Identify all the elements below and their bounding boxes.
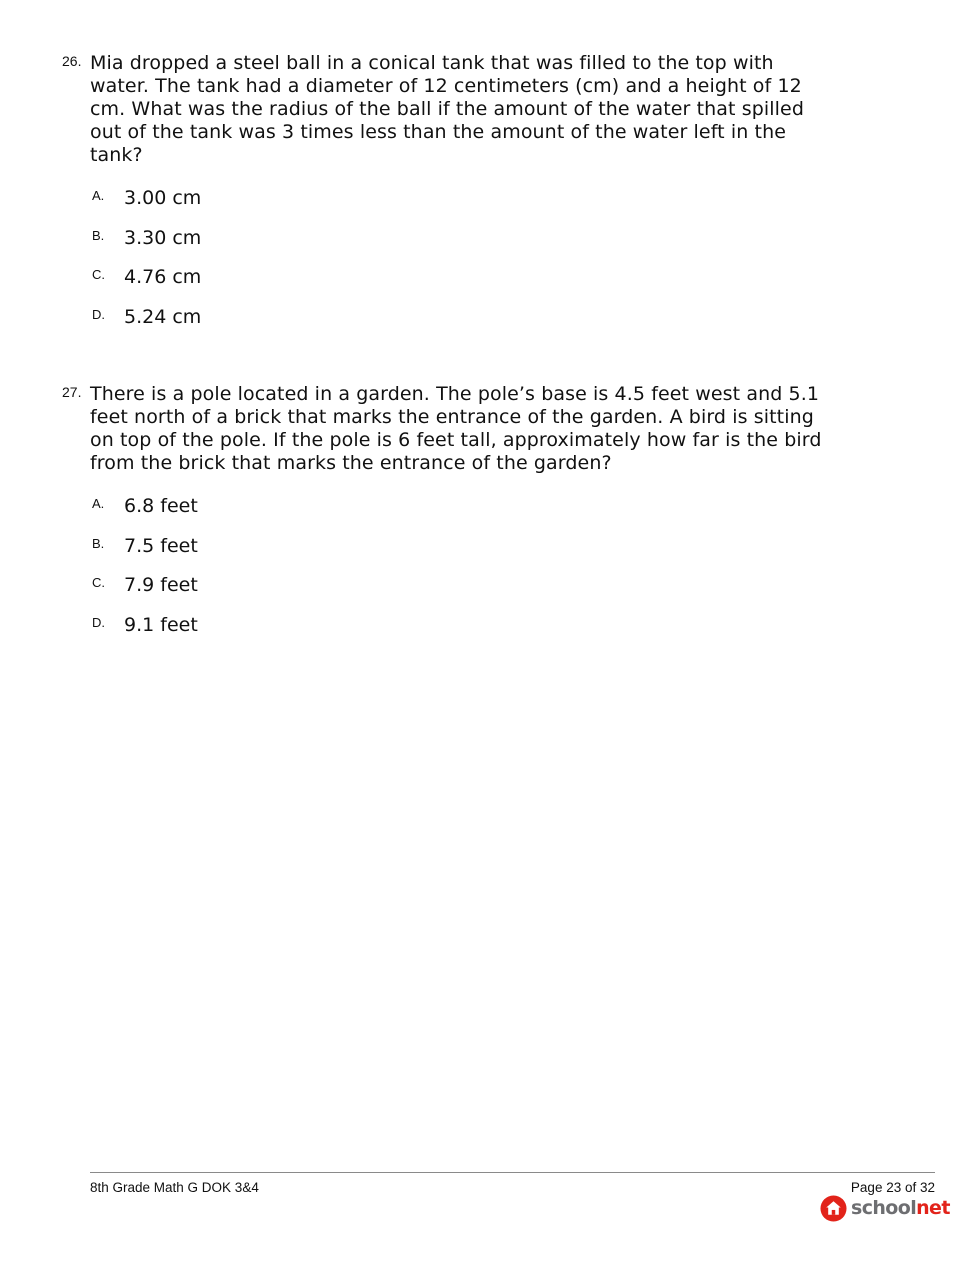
choice-letter: A. — [92, 188, 105, 203]
choice-text: 6.8 feet — [124, 495, 198, 517]
question-number: 27. — [62, 384, 82, 400]
choice-letter: C. — [92, 267, 105, 282]
logo-text-net: net — [916, 1197, 950, 1219]
choice-letter: B. — [92, 227, 105, 243]
choice-text: 3.30 cm — [124, 226, 202, 249]
choice-letter: C. — [92, 575, 105, 590]
schoolnet-logo — [820, 1194, 950, 1222]
question-number: 26. — [62, 53, 82, 69]
footer-page-number: Page 23 of 32 — [850, 1180, 935, 1195]
logo-text-school: school — [851, 1197, 917, 1219]
schoolnet-house-logo-icon — [820, 1195, 847, 1222]
schoolnet-wordmark — [851, 1196, 950, 1220]
choice-letter: B. — [92, 535, 105, 551]
choice-text: 4.76 cm — [124, 266, 202, 288]
choice-letter: D. — [92, 614, 105, 630]
choice-letter: D. — [92, 306, 105, 322]
choice-text: 5.24 cm — [124, 305, 202, 328]
choice-text: 3.00 cm — [124, 187, 202, 209]
choice-text: 7.9 feet — [124, 574, 198, 596]
choice-text: 7.5 feet — [124, 534, 198, 557]
choice-text: 9.1 feet — [124, 613, 198, 636]
footer-divider — [90, 1172, 935, 1173]
choice-letter: A. — [92, 496, 105, 511]
question-stem: Mia dropped a steel ball in a conical tank that was filled to the top with water. The tank had a diameter of 12 centimeters (cm) and a height of 12 cm. What was the radius of the ball if the amount of the water that spilled out of the tank was 3 times less than the amount of the water left in the tank? — [90, 52, 804, 166]
footer-document-title: 8th Grade Math G DOK 3&4 — [90, 1180, 259, 1195]
question-stem: There is a pole located in a garden. The pole’s base is 4.5 feet west and 5.1 feet north of a brick that marks the entrance of the garden. A bird is sitting on top of the pole. If the pole is 6 feet tall, approximately how far is the bird from the brick that marks the entrance of the garden? — [90, 383, 822, 474]
